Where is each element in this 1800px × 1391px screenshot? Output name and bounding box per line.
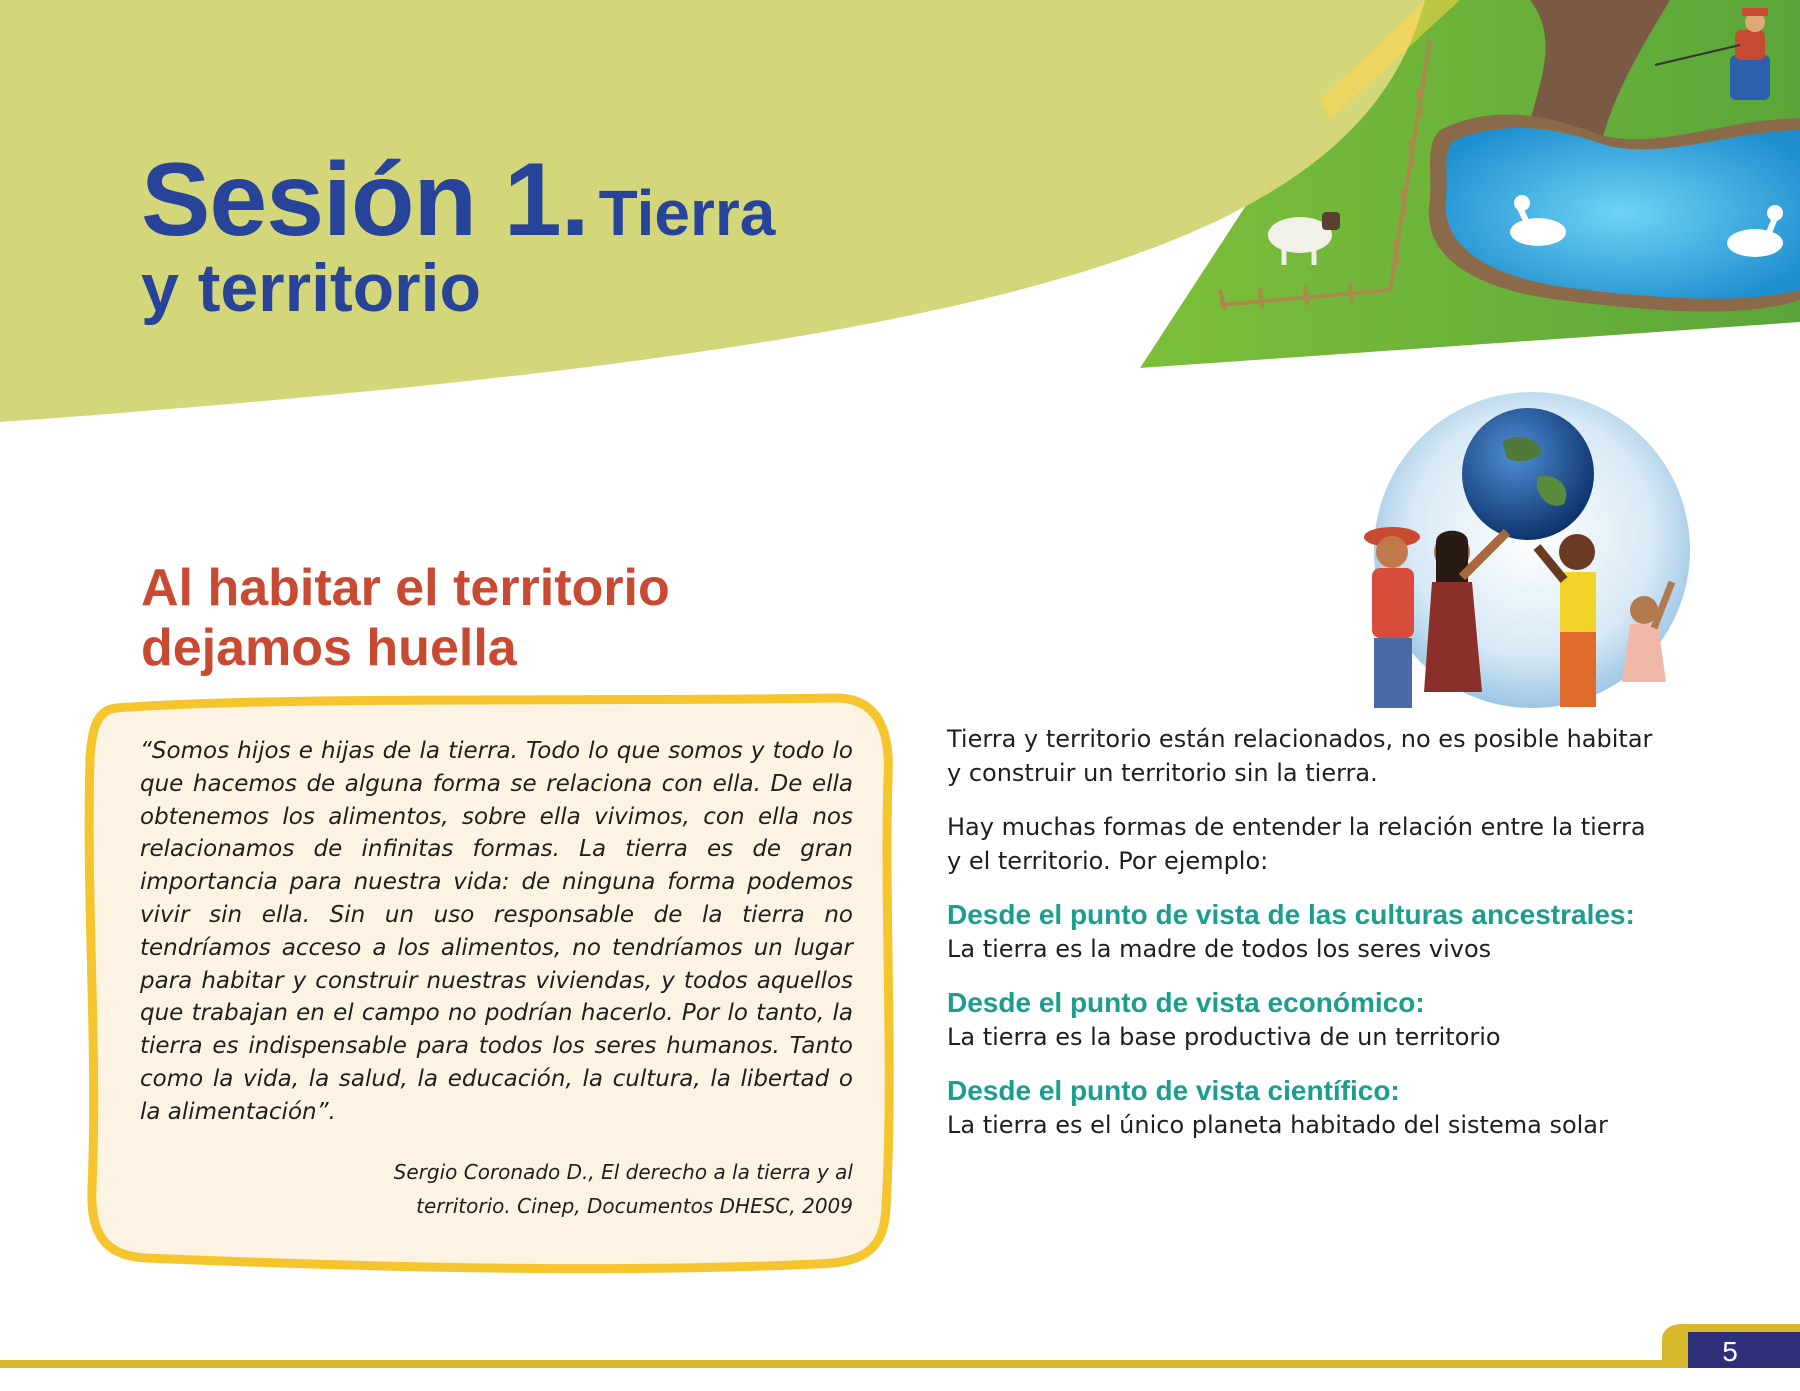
viewpoint-text: La tierra es el único planeta habitado del sistema solar	[947, 1111, 1608, 1139]
viewpoint-text: La tierra es la base productiva de un territorio	[947, 1023, 1501, 1051]
globe-people-illustration	[1332, 392, 1727, 712]
quote-text: “Somos hijos e hijas de la tierra. Todo lo que somos y todo lo que hacemos de alguna forma se relaciona con ella. De ella obtenemos los alimentos, sobre ella vivimos, con ella nos relacionamos de infinitas formas. La tierra es de gran importancia para nuestra vida: de ninguna forma podemos vivir sin ella. Sin un uso responsable de la tierra no tendríamos acceso a los alimentos, no tendríamos un lugar para habitar y construir nuestras viviendas, y todos aquellos que trabajan en el campo no podrían hacerlo. Por lo tanto, la tierra es indispensable para todos los seres humanos. Tanto como la vida, la salud, la educación, la cultura, la libertad o la alimentación”.	[140, 738, 853, 1125]
viewpoint-item	[947, 898, 1667, 966]
right-column	[947, 722, 1667, 1162]
session-title-rest: Tierra	[598, 177, 776, 249]
earth-icon	[1462, 408, 1594, 540]
page-number: 5	[1722, 1336, 1738, 1367]
viewpoint-heading: Desde el punto de vista de las culturas ancestrales:	[947, 899, 1635, 930]
viewpoint-text: La tierra es la madre de todos los seres vivos	[947, 935, 1492, 963]
viewpoint-item	[947, 1074, 1667, 1142]
section-heading-line2: dejamos huella	[141, 619, 517, 677]
session-title-line2: y territorio	[141, 250, 482, 326]
viewpoint-heading: Desde el punto de vista científico:	[947, 1075, 1400, 1106]
intro-paragraph-2: Hay muchas formas de entender la relación entre la tierra y el territorio. Por ejemplo:	[947, 813, 1646, 875]
footer-bar	[0, 1318, 1800, 1391]
viewpoint-heading: Desde el punto de vista económico:	[947, 987, 1425, 1018]
section-heading-line1: Al habitar el territorio	[141, 559, 670, 617]
session-title	[141, 142, 776, 326]
footer-rule	[0, 1360, 1800, 1368]
quote-source-line1: Sergio Coronado D., El derecho a la tierra y al	[393, 1160, 853, 1184]
quote-source-line2: territorio. Cinep, Documentos DHESC, 2009	[416, 1194, 853, 1218]
session-label: Sesión 1.	[141, 142, 589, 258]
quote-source	[300, 1155, 853, 1223]
viewpoint-item	[947, 986, 1667, 1054]
intro-paragraph-1: Tierra y territorio están relacionados, no es posible habitar y construir un territorio sin la tierra.	[947, 725, 1653, 787]
section-heading	[141, 558, 670, 678]
